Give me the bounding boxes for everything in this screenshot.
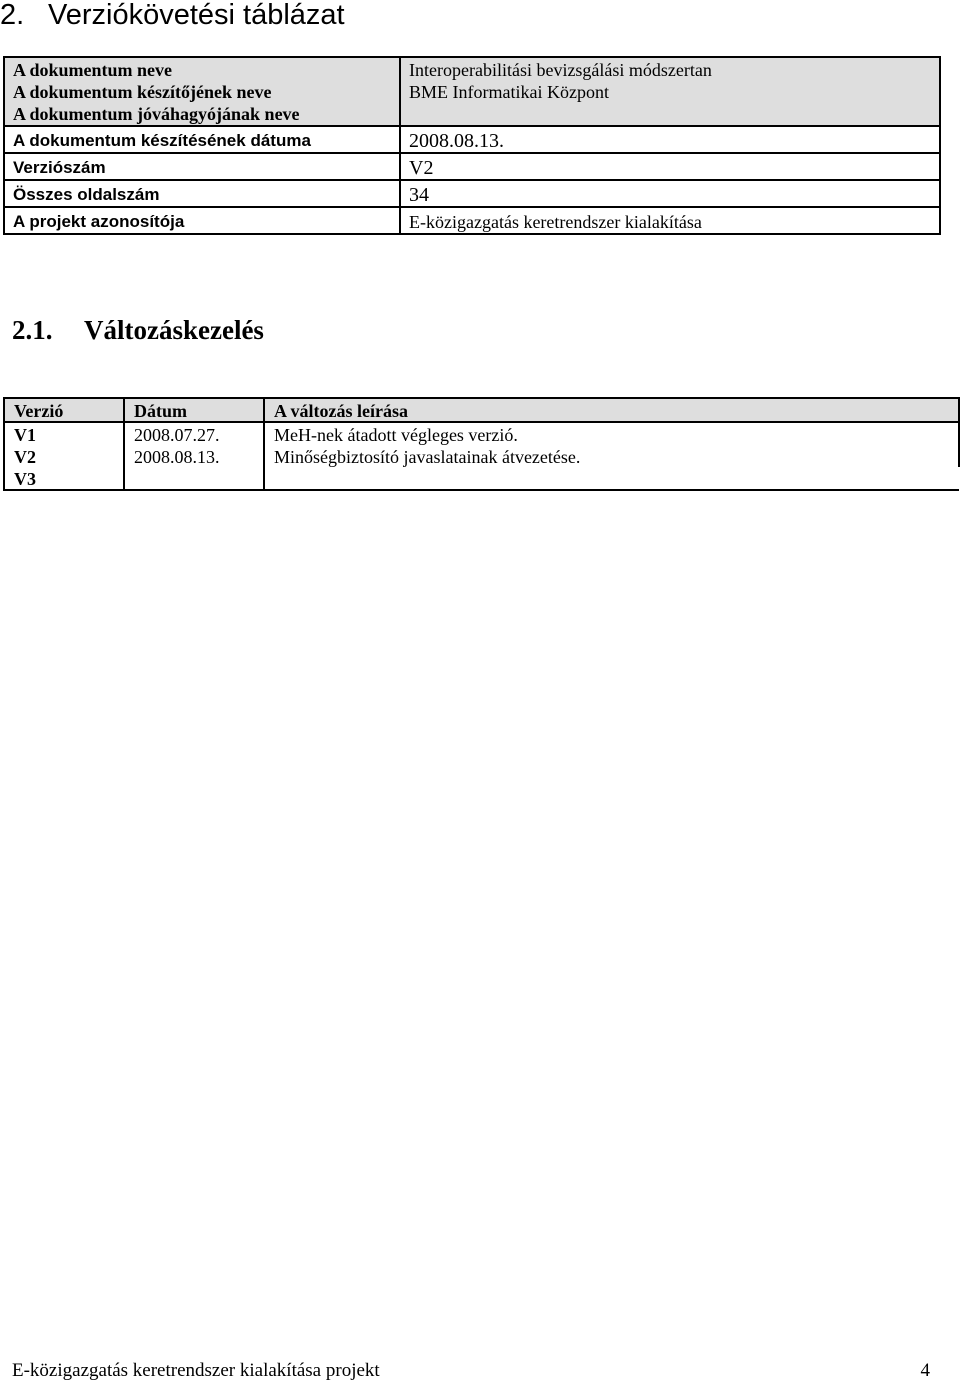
info-label: Verziószám xyxy=(4,153,400,180)
info-row-page-count xyxy=(4,180,940,207)
info-value: BME Informatikai Központ xyxy=(400,81,940,103)
description-cell: Minőségbiztosító javaslatainak átvezetése. xyxy=(264,445,959,467)
info-label: A dokumentum jóváhagyójának neve xyxy=(4,103,400,126)
date-cell: 2008.07.27. xyxy=(124,422,264,445)
version-cell: V1 xyxy=(4,422,124,445)
description-cell xyxy=(264,467,959,490)
subsection-heading xyxy=(12,312,264,348)
footer-text: E-közigazgatás keretrendszer kialakítása projekt xyxy=(12,1360,380,1381)
header-description: A változás leírása xyxy=(264,398,959,422)
subsection-number: 2.1. xyxy=(12,315,53,345)
info-label: A dokumentum készítőjének neve xyxy=(4,81,400,103)
version-cell: V2 xyxy=(4,445,124,467)
change-log-table xyxy=(3,397,960,491)
info-row-version xyxy=(4,153,940,180)
info-value xyxy=(400,103,940,126)
info-value: 2008.08.13. xyxy=(400,126,940,153)
document-info-table xyxy=(3,56,941,235)
page-number: 4 xyxy=(920,1360,930,1381)
info-value: E-közigazgatás keretrendszer kialakítása xyxy=(400,207,940,234)
table-row xyxy=(4,445,959,467)
info-row-author xyxy=(4,81,940,103)
page-footer xyxy=(12,1359,930,1383)
info-row-approver xyxy=(4,103,940,126)
info-value: Interoperabilitási bevizsgálási módszertan xyxy=(400,57,940,81)
header-date: Dátum xyxy=(124,398,264,422)
change-log-header-row xyxy=(4,398,959,422)
info-value: 34 xyxy=(400,180,940,207)
section-title: Verziókövetési táblázat xyxy=(48,0,345,31)
info-row-project-id xyxy=(4,207,940,234)
section-heading xyxy=(0,0,345,34)
info-label: Összes oldalszám xyxy=(4,180,400,207)
info-label: A dokumentum neve xyxy=(4,57,400,81)
table-row xyxy=(4,467,959,490)
info-value: V2 xyxy=(400,153,940,180)
description-cell: MeH-nek átadott végleges verzió. xyxy=(264,422,959,445)
header-version: Verzió xyxy=(4,398,124,422)
info-label: A projekt azonosítója xyxy=(4,207,400,234)
section-number: 2. xyxy=(0,0,25,31)
table-row xyxy=(4,422,959,445)
info-row-date xyxy=(4,126,940,153)
date-cell xyxy=(124,467,264,490)
date-cell: 2008.08.13. xyxy=(124,445,264,467)
subsection-title: Változáskezelés xyxy=(84,315,264,345)
info-label: A dokumentum készítésének dátuma xyxy=(4,126,400,153)
version-cell: V3 xyxy=(4,467,124,490)
info-row-document-name xyxy=(4,57,940,81)
